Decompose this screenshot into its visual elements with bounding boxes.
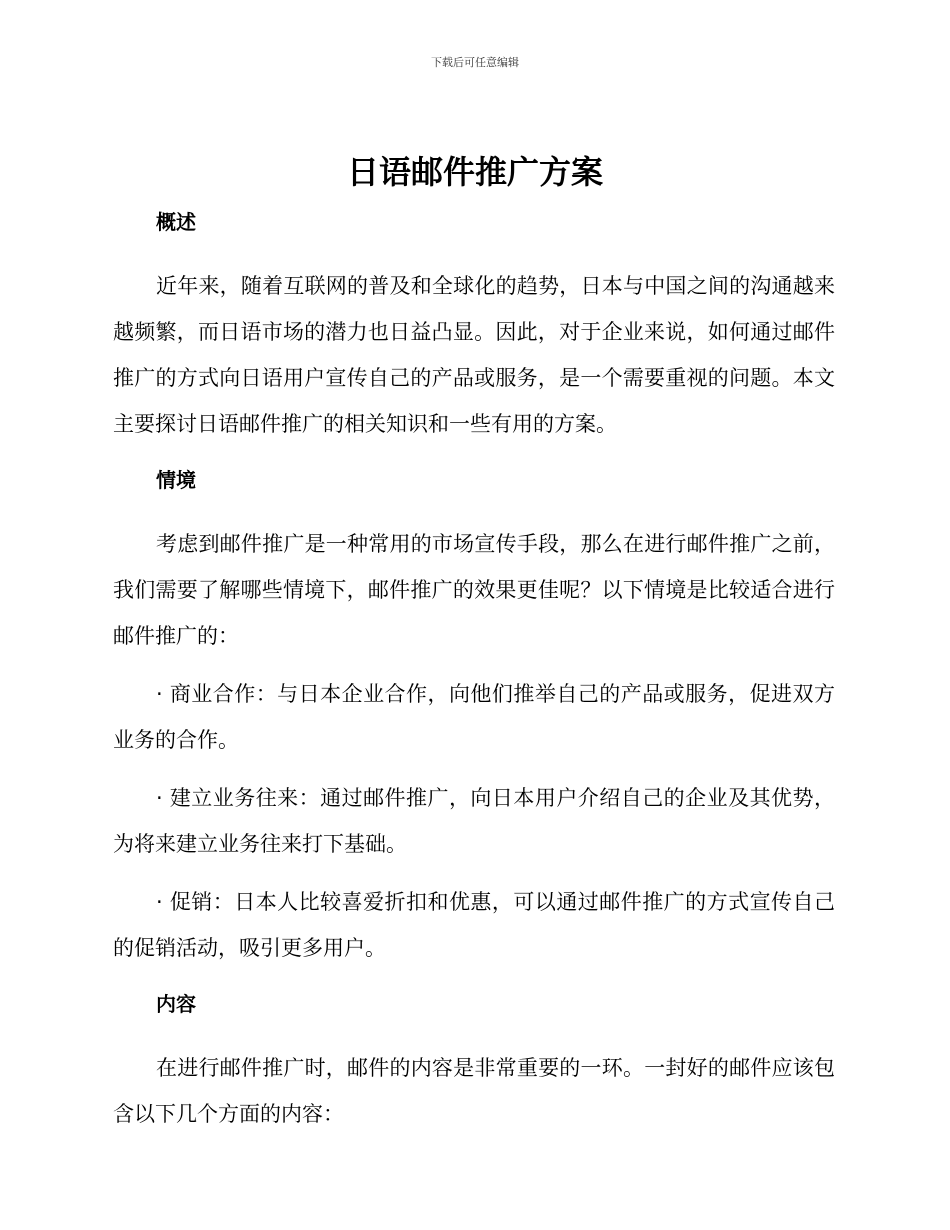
overview-paragraph: 近年来，随着互联网的普及和全球化的趋势，日本与中国之间的沟通越来越频繁，而日语市场的潜力也日益凸显。因此，对于企业来说，如何通过邮件推广的方式向日语用户宣传自己的产品或服务，是一个需要重视的问题。本文主要探讨日语邮件推广的相关知识和一些有用的方案。 — [113, 274, 835, 436]
context-bullet-business-relations: · 建立业务往来：通过邮件推广，向日本用户介绍自己的企业及其优势，为将来建立业务往来打下基础。 — [113, 786, 835, 856]
section-heading-overview: 概述 — [156, 210, 196, 234]
section-heading-context: 情境 — [156, 468, 196, 492]
context-paragraph: 考虑到邮件推广是一种常用的市场宣传手段，那么在进行邮件推广之前，我们需要了解哪些情境下，邮件推广的效果更佳呢？以下情境是比较适合进行邮件推广的： — [113, 532, 835, 648]
context-bullet-promotion: · 促销：日本人比较喜爱折扣和优惠，可以通过邮件推广的方式宣传自己的促销活动，吸引更多用户。 — [113, 890, 835, 960]
context-bullet-business-cooperation: · 商业合作：与日本企业合作，向他们推举自己的产品或服务，促进双方业务的合作。 — [113, 682, 835, 752]
document-title: 日语邮件推广方案 — [346, 153, 603, 191]
document-body — [113, 205, 835, 1137]
content-paragraph: 在进行邮件推广时，邮件的内容是非常重要的一环。一封好的邮件应该包含以下几个方面的内容： — [113, 1056, 835, 1126]
header-note: 下载后可任意编辑 — [431, 56, 519, 69]
section-heading-content: 内容 — [156, 992, 196, 1016]
